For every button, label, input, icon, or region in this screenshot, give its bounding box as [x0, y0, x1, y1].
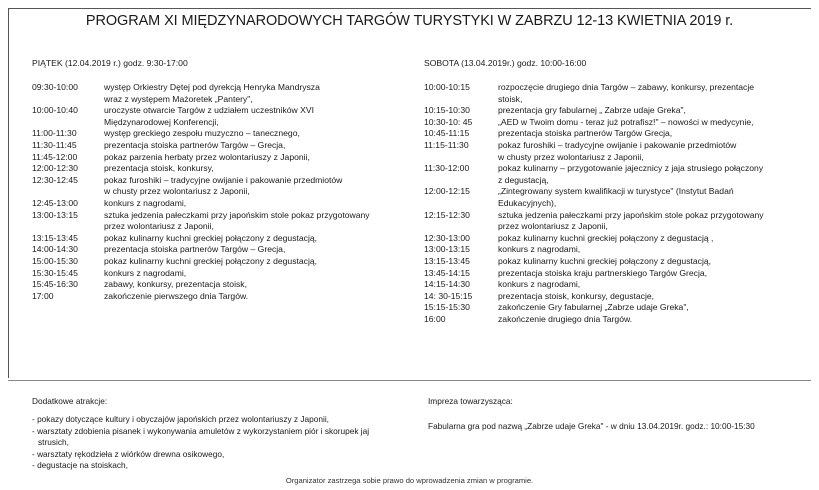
schedule-time: 11:30-12:00: [424, 163, 470, 174]
schedule-time: 15:45-16:30: [32, 279, 78, 290]
schedule-description: przez wolontariusz z Japonii,: [104, 221, 214, 232]
schedule-row: [32, 152, 402, 164]
attraction-item: - degustacje na stoiskach,: [32, 460, 128, 471]
schedule-description: pokaz furoshiki – tradycyjne owijanie i pakowanie przedmiotów: [104, 174, 343, 185]
schedule-row: [424, 140, 814, 152]
schedule-time: 15:30-15:45: [32, 267, 78, 278]
schedule-description: pokaz kulinarny kuchni greckiej połączony z degustacją,: [104, 232, 318, 243]
schedule-time: 11:15-11:30: [424, 139, 469, 150]
schedule-row: [32, 186, 402, 198]
schedule-time: 12:00-12:30: [32, 163, 78, 174]
schedule-row: [424, 105, 814, 117]
schedule-description: „AED w Twoim domu - teraz już potrafisz!" – nowości w medycynie,: [498, 116, 754, 127]
schedule-row: [32, 163, 402, 175]
schedule-row: [32, 198, 402, 210]
schedule-time: 17:00: [32, 290, 54, 301]
schedule-description: przez wolontariusz z Japonii,: [498, 221, 608, 232]
schedule-row: [424, 302, 814, 314]
schedule-time: 12:00-12:15: [424, 186, 470, 197]
schedule-row: [32, 210, 402, 222]
schedule-description: w chusty przez wolontariusz z Japonii,: [104, 186, 250, 197]
schedule-time: [424, 152, 498, 164]
schedule-row: [32, 233, 402, 245]
schedule-time: 14:15-14:30: [424, 279, 470, 290]
schedule-row: [32, 256, 402, 268]
schedule-time: 14: 30-15:15: [424, 290, 473, 301]
schedule-row: [424, 279, 814, 291]
schedule-time: [424, 198, 498, 210]
schedule-row: [32, 291, 402, 303]
attraction-item: - pokazy dotyczące kultury i obyczajów japońskich przez wolontariuszy z Japonii,: [32, 414, 329, 425]
schedule-row: [32, 140, 402, 152]
schedule-row: [32, 268, 402, 280]
schedule-time: 16:00: [424, 313, 446, 324]
schedule-description: uroczyste otwarcie Targów z udziałem uczestników XVI: [104, 105, 314, 116]
accompanying-event-text: Fabularna gra pod nazwą „Zabrze udaje Greka" - w dniu 13.04.2019r. godz.: 10:00-15:30: [428, 421, 755, 432]
schedule-time: 13:15-13:45: [424, 255, 470, 266]
schedule-row: [424, 210, 814, 222]
schedule-description: występ Orkiestry Dętej pod dyrekcją Henryka Mandrysza: [104, 82, 320, 92]
schedule-row: [424, 221, 814, 233]
schedule-time: 12:45-13:00: [32, 197, 78, 208]
schedule-row: [32, 244, 402, 256]
schedule-row: [32, 82, 402, 94]
schedule-row: [32, 105, 402, 117]
schedule-description: „Zintegrowany system kwalifikacji w turystyce" (Instytut Badań: [498, 186, 734, 197]
schedule-row: [424, 256, 814, 268]
schedule-description: wraz z występem Mażoretek „Pantery",: [104, 93, 253, 104]
schedule-description: sztuka jedzenia pałeczkami przy japońskim stole pokaz przygotowany: [104, 209, 370, 220]
schedule-description: występ greckiego zespołu muzyczno – tanecznego,: [104, 128, 300, 139]
saturday-schedule: [424, 58, 814, 325]
schedule-description: zakończenie drugiego dnia Targów.: [498, 313, 633, 324]
additional-attractions: [32, 396, 407, 471]
schedule-row: [424, 268, 814, 280]
schedule-time: 10:30-10: 45: [424, 116, 473, 127]
schedule-time: 13:00-13:15: [32, 209, 78, 220]
schedule-row: [32, 128, 402, 140]
schedule-description: prezentacja gry fabularnej „ Zabrze udaje Greka",: [498, 105, 686, 116]
schedule-time: 15:15-15:30: [424, 302, 470, 313]
schedule-description: konkurs z nagrodami,: [498, 244, 581, 255]
schedule-time: [424, 221, 498, 233]
schedule-time: 10:00-10:15: [424, 82, 470, 92]
schedule-row: [424, 163, 814, 175]
schedule-time: [424, 175, 498, 187]
schedule-time: [32, 221, 104, 233]
additional-attractions-heading: Dodatkowe atrakcje:: [32, 396, 108, 406]
schedule-time: 13:00-13:15: [424, 244, 470, 255]
schedule-description: pokaz furoshiki – tradycyjne owijanie i pakowanie przedmiotów: [498, 139, 737, 150]
schedule-description: zabawy, konkursy, prezentacja stoisk,: [104, 279, 247, 290]
schedule-description: pokaz kulinarny – przygotowanie jajecznicy z jaja strusiego połączony: [498, 163, 764, 174]
schedule-description: prezentacja stoisk, konkursy,: [104, 163, 214, 174]
schedule-time: 10:15-10:30: [424, 105, 470, 116]
schedule-time: 15:00-15:30: [32, 255, 78, 266]
schedule-description: w chusty przez wolontariusz z Japonii,: [498, 151, 644, 162]
accompanying-event-heading: Impreza towarzysząca:: [428, 396, 513, 406]
schedule-row: [424, 175, 814, 187]
friday-heading: PIĄTEK (12.04.2019 r.) godz. 9:30-17:00: [32, 58, 188, 68]
schedule-row: [32, 94, 402, 106]
saturday-heading: SOBOTA (13.04.2019r.) godz. 10:00-16:00: [424, 58, 587, 68]
schedule-time: 14:00-14:30: [32, 244, 78, 255]
schedule-row: [424, 198, 814, 210]
schedule-description: pokaz kulinarny kuchni greckiej połączony z degustacją,: [498, 255, 712, 266]
schedule-description: zakończenie pierwszego dnia Targów.: [104, 290, 249, 301]
schedule-row: [424, 186, 814, 198]
schedule-description: konkurs z nagrodami,: [498, 279, 581, 290]
schedule-description: prezentacja stoiska partnerów Targów Grecja,: [498, 128, 673, 139]
schedule-description: stoisk,: [498, 93, 523, 104]
schedule-description: Międzynarodowej Konferencji,: [104, 116, 219, 127]
attraction-item: - warsztaty rękodzieła z wiórków drewna osikowego,: [32, 448, 225, 459]
schedule-description: zakończenie Gry fabularnej „Zabrze udaje Greka",: [498, 302, 689, 313]
schedule-time: 13:15-13:45: [32, 232, 78, 243]
additional-attractions-list: [32, 414, 407, 471]
schedule-time: [32, 94, 104, 106]
schedule-description: konkurs z nagrodami,: [104, 267, 187, 278]
schedule-row: [424, 291, 814, 303]
schedule-row: [32, 221, 402, 233]
schedule-description: prezentacja stoiska partnerów Targów – Grecja,: [104, 139, 286, 150]
schedule-row: [424, 117, 814, 129]
schedule-row: [424, 233, 814, 245]
schedule-description: konkurs z nagrodami,: [104, 197, 187, 208]
schedule-description: pokaz parzenia herbaty przez wolontariuszy z Japonii,: [104, 151, 310, 162]
accompanying-event: [428, 396, 808, 433]
attraction-item: - warsztaty zdobienia pisanek i wykonywania amuletów z wykorzystaniem piór i skorupek jaj: [32, 425, 370, 436]
schedule-row: [424, 94, 814, 106]
schedule-description: z degustacją,: [498, 174, 549, 185]
schedule-row: [32, 117, 402, 129]
schedule-time: 11:00-11:30: [32, 128, 77, 139]
schedule-time: 12:30-13:00: [424, 232, 470, 243]
schedule-time: 11:45-12:00: [32, 151, 78, 162]
schedule-description: pokaz kulinarny kuchni greckiej połączony z degustacją ,: [498, 232, 714, 243]
schedule-time: [32, 117, 104, 129]
schedule-description: prezentacja stoiska kraju partnerskiego Targów Grecja,: [498, 267, 708, 278]
schedule-row: [424, 314, 814, 326]
schedule-time: 13:45-14:15: [424, 267, 470, 278]
page-title: PROGRAM XI MIĘDZYNARODOWYCH TARGÓW TURYSTYKI W ZABRZU 12-13 KWIETNIA 2019 r.: [85, 13, 734, 29]
schedule-time: 12:15-12:30: [424, 209, 470, 220]
schedule-description: sztuka jedzenia pałeczkami przy japońskim stole pokaz przygotowany: [498, 209, 764, 220]
saturday-rows: [424, 82, 814, 325]
schedule-description: Edukacyjnych),: [498, 197, 557, 208]
schedule-row: [424, 128, 814, 140]
schedule-time: [32, 186, 104, 198]
schedule-row: [424, 152, 814, 164]
schedule-description: pokaz kulinarny kuchni greckiej połączony z degustacją,: [104, 255, 318, 266]
schedule-row: [424, 82, 814, 94]
attraction-item: strusich,: [38, 437, 69, 448]
schedule-time: 10:00-10:40: [32, 105, 78, 116]
friday-rows: [32, 82, 402, 302]
schedule-time: 10:45-11:15: [424, 128, 470, 139]
schedule-time: 12:30-12:45: [32, 174, 78, 185]
schedule-row: [424, 244, 814, 256]
schedule-description: prezentacja stoisk, konkursy, degustacje,: [498, 290, 655, 301]
friday-schedule: [32, 58, 402, 302]
schedule-row: [32, 279, 402, 291]
schedule-time: [424, 94, 498, 106]
footer-note: Organizator zastrzega sobie prawo do wprowadzenia zmian w programie.: [285, 476, 534, 485]
schedule-row: [32, 175, 402, 187]
schedule-time: 11:30-11:45: [32, 139, 77, 150]
schedule-time: 09:30-10:00: [32, 82, 78, 92]
schedule-description: prezentacja stoiska partnerów Targów – Grecja,: [104, 244, 286, 255]
schedule-description: rozpoczęcie drugiego dnia Targów – zabawy, konkursy, prezentacje: [498, 82, 755, 92]
